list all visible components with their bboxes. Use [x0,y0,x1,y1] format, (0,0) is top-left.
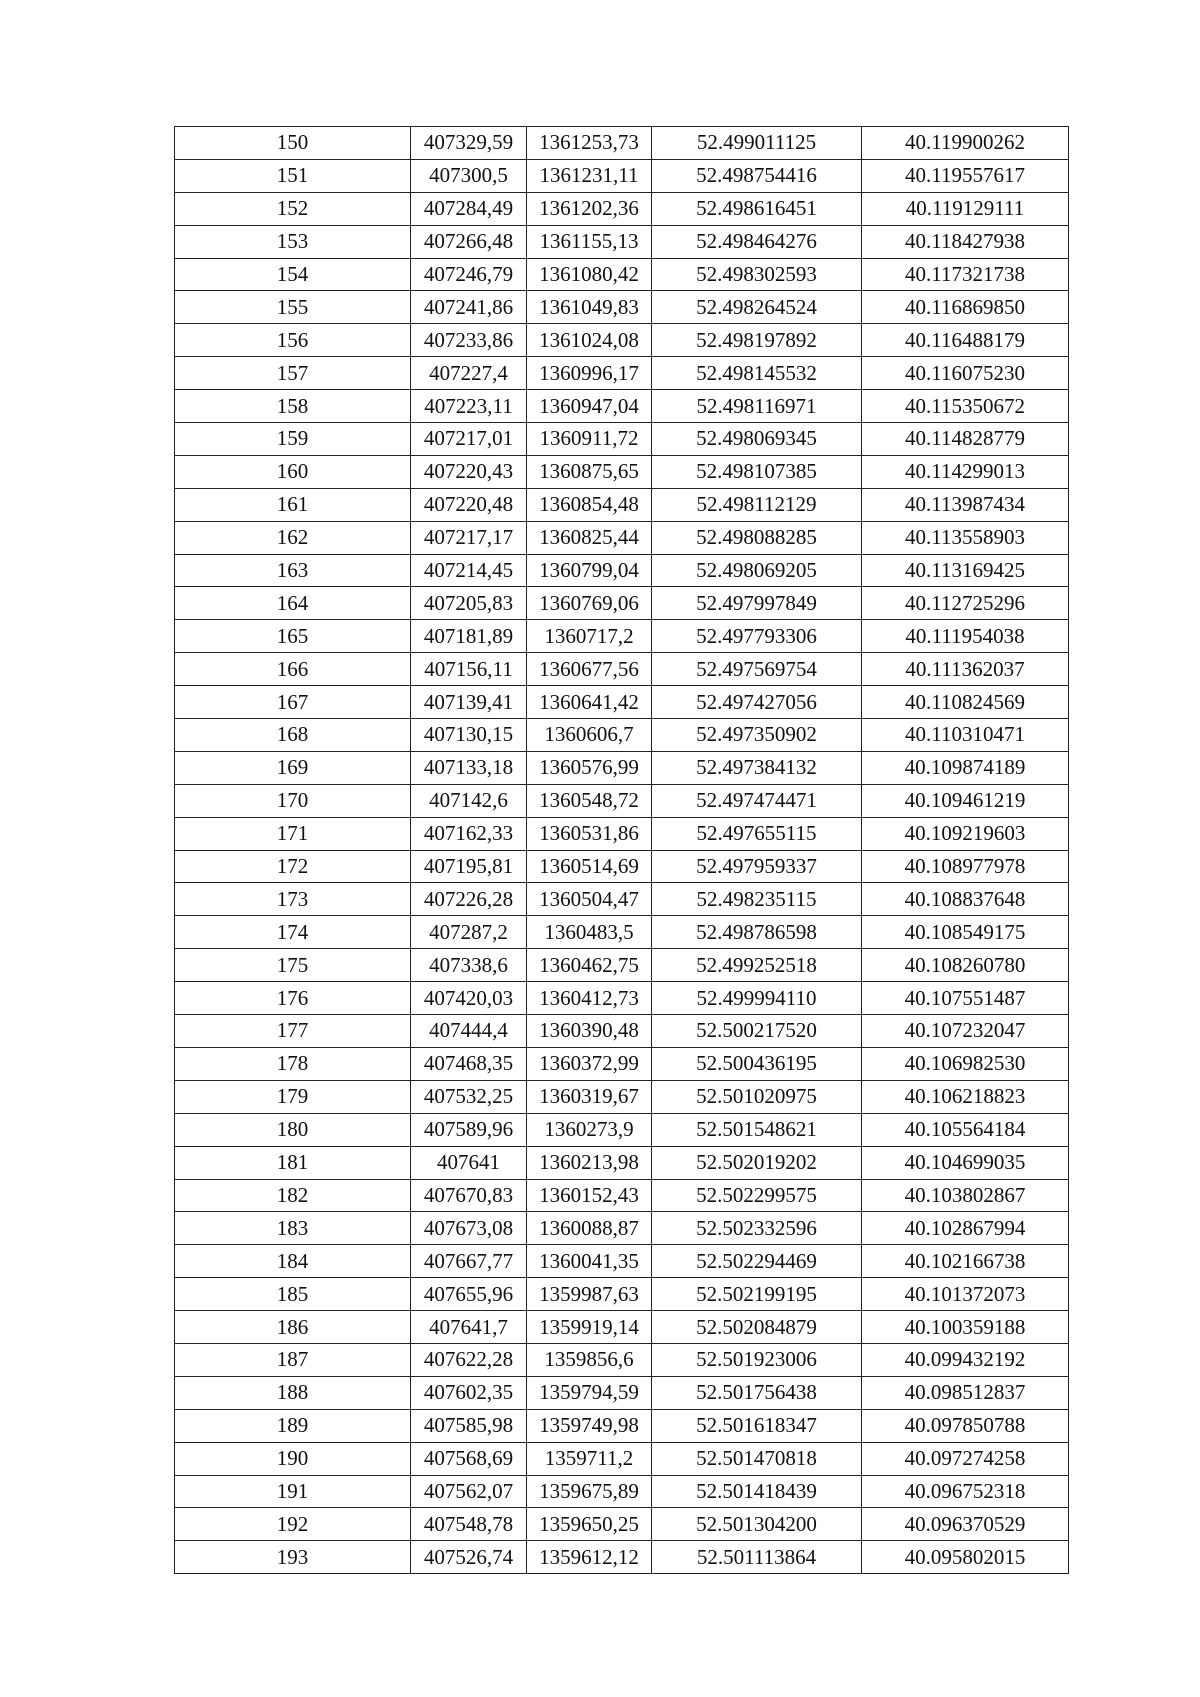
x-coordinate-cell: 407205,83 [411,587,527,620]
latitude-cell: 52.498112129 [652,488,862,521]
longitude-cell: 40.101372073 [862,1278,1069,1311]
table-row [175,1475,1069,1508]
latitude-cell: 52.498145532 [652,357,862,390]
y-coordinate-cell: 1360548,72 [527,784,652,817]
point-number-cell: 188 [175,1376,411,1409]
longitude-cell: 40.102867994 [862,1212,1069,1245]
point-number-cell: 153 [175,225,411,258]
table-row [175,620,1069,653]
table-row [175,1113,1069,1146]
y-coordinate-cell: 1360911,72 [527,423,652,456]
latitude-cell: 52.498235115 [652,883,862,916]
y-coordinate-cell: 1360504,47 [527,883,652,916]
latitude-cell: 52.501418439 [652,1475,862,1508]
longitude-cell: 40.104699035 [862,1146,1069,1179]
x-coordinate-cell: 407589,96 [411,1113,527,1146]
table-row [175,982,1069,1015]
table-row [175,1508,1069,1541]
longitude-cell: 40.106982530 [862,1047,1069,1080]
point-number-cell: 162 [175,521,411,554]
x-coordinate-cell: 407162,33 [411,817,527,850]
latitude-cell: 52.499252518 [652,949,862,982]
x-coordinate-cell: 407195,81 [411,850,527,883]
y-coordinate-cell: 1361202,36 [527,192,652,225]
latitude-cell: 52.498107385 [652,455,862,488]
longitude-cell: 40.108260780 [862,949,1069,982]
y-coordinate-cell: 1360641,42 [527,686,652,719]
point-number-cell: 155 [175,291,411,324]
point-number-cell: 150 [175,127,411,160]
table-row [175,883,1069,916]
x-coordinate-cell: 407420,03 [411,982,527,1015]
longitude-cell: 40.114828779 [862,423,1069,456]
y-coordinate-cell: 1361231,11 [527,159,652,192]
point-number-cell: 166 [175,653,411,686]
point-number-cell: 156 [175,324,411,357]
latitude-cell: 52.498116971 [652,390,862,423]
y-coordinate-cell: 1360152,43 [527,1179,652,1212]
longitude-cell: 40.106218823 [862,1080,1069,1113]
table-row [175,225,1069,258]
x-coordinate-cell: 407287,2 [411,916,527,949]
longitude-cell: 40.109219603 [862,817,1069,850]
x-coordinate-cell: 407444,4 [411,1015,527,1048]
x-coordinate-cell: 407133,18 [411,751,527,784]
point-number-cell: 172 [175,850,411,883]
latitude-cell: 52.502199195 [652,1278,862,1311]
y-coordinate-cell: 1360947,04 [527,390,652,423]
y-coordinate-cell: 1361024,08 [527,324,652,357]
longitude-cell: 40.103802867 [862,1179,1069,1212]
coordinates-table-body [175,127,1069,1574]
x-coordinate-cell: 407233,86 [411,324,527,357]
longitude-cell: 40.109461219 [862,784,1069,817]
x-coordinate-cell: 407568,69 [411,1442,527,1475]
latitude-cell: 52.498786598 [652,916,862,949]
x-coordinate-cell: 407217,01 [411,423,527,456]
table-row [175,1442,1069,1475]
y-coordinate-cell: 1360213,98 [527,1146,652,1179]
longitude-cell: 40.097850788 [862,1409,1069,1442]
point-number-cell: 171 [175,817,411,850]
x-coordinate-cell: 407130,15 [411,719,527,752]
x-coordinate-cell: 407468,35 [411,1047,527,1080]
table-row [175,686,1069,719]
y-coordinate-cell: 1360273,9 [527,1113,652,1146]
x-coordinate-cell: 407329,59 [411,127,527,160]
point-number-cell: 186 [175,1311,411,1344]
latitude-cell: 52.501618347 [652,1409,862,1442]
x-coordinate-cell: 407641 [411,1146,527,1179]
x-coordinate-cell: 407622,28 [411,1343,527,1376]
latitude-cell: 52.497569754 [652,653,862,686]
latitude-cell: 52.501923006 [652,1343,862,1376]
longitude-cell: 40.113987434 [862,488,1069,521]
y-coordinate-cell: 1359675,89 [527,1475,652,1508]
table-row [175,1376,1069,1409]
x-coordinate-cell: 407641,7 [411,1311,527,1344]
table-row [175,850,1069,883]
longitude-cell: 40.096752318 [862,1475,1069,1508]
x-coordinate-cell: 407532,25 [411,1080,527,1113]
x-coordinate-cell: 407602,35 [411,1376,527,1409]
latitude-cell: 52.497959337 [652,850,862,883]
point-number-cell: 191 [175,1475,411,1508]
latitude-cell: 52.501020975 [652,1080,862,1113]
latitude-cell: 52.497655115 [652,817,862,850]
latitude-cell: 52.498069205 [652,554,862,587]
point-number-cell: 170 [175,784,411,817]
table-row [175,1047,1069,1080]
coordinates-table [174,126,1069,1574]
latitude-cell: 52.502019202 [652,1146,862,1179]
latitude-cell: 52.501756438 [652,1376,862,1409]
x-coordinate-cell: 407562,07 [411,1475,527,1508]
latitude-cell: 52.498264524 [652,291,862,324]
point-number-cell: 157 [175,357,411,390]
y-coordinate-cell: 1360576,99 [527,751,652,784]
y-coordinate-cell: 1359711,2 [527,1442,652,1475]
y-coordinate-cell: 1361253,73 [527,127,652,160]
point-number-cell: 189 [175,1409,411,1442]
x-coordinate-cell: 407156,11 [411,653,527,686]
y-coordinate-cell: 1359612,12 [527,1541,652,1574]
longitude-cell: 40.119129111 [862,192,1069,225]
point-number-cell: 165 [175,620,411,653]
point-number-cell: 167 [175,686,411,719]
latitude-cell: 52.498088285 [652,521,862,554]
point-number-cell: 180 [175,1113,411,1146]
table-row [175,916,1069,949]
longitude-cell: 40.108837648 [862,883,1069,916]
x-coordinate-cell: 407526,74 [411,1541,527,1574]
y-coordinate-cell: 1361049,83 [527,291,652,324]
table-row [175,455,1069,488]
latitude-cell: 52.502299575 [652,1179,862,1212]
x-coordinate-cell: 407139,41 [411,686,527,719]
point-number-cell: 154 [175,258,411,291]
table-row [175,390,1069,423]
table-row [175,1343,1069,1376]
x-coordinate-cell: 407227,4 [411,357,527,390]
x-coordinate-cell: 407548,78 [411,1508,527,1541]
point-number-cell: 160 [175,455,411,488]
point-number-cell: 183 [175,1212,411,1245]
latitude-cell: 52.498464276 [652,225,862,258]
x-coordinate-cell: 407670,83 [411,1179,527,1212]
x-coordinate-cell: 407667,77 [411,1245,527,1278]
table-row [175,1179,1069,1212]
y-coordinate-cell: 1359794,59 [527,1376,652,1409]
y-coordinate-cell: 1360531,86 [527,817,652,850]
table-row [175,1409,1069,1442]
latitude-cell: 52.502332596 [652,1212,862,1245]
table-row [175,784,1069,817]
x-coordinate-cell: 407214,45 [411,554,527,587]
point-number-cell: 158 [175,390,411,423]
longitude-cell: 40.107232047 [862,1015,1069,1048]
x-coordinate-cell: 407226,28 [411,883,527,916]
y-coordinate-cell: 1360996,17 [527,357,652,390]
latitude-cell: 52.498069345 [652,423,862,456]
table-row [175,521,1069,554]
point-number-cell: 177 [175,1015,411,1048]
x-coordinate-cell: 407284,49 [411,192,527,225]
y-coordinate-cell: 1360606,7 [527,719,652,752]
latitude-cell: 52.499011125 [652,127,862,160]
table-row [175,1080,1069,1113]
y-coordinate-cell: 1360390,48 [527,1015,652,1048]
table-row [175,159,1069,192]
latitude-cell: 52.500436195 [652,1047,862,1080]
point-number-cell: 168 [175,719,411,752]
latitude-cell: 52.502294469 [652,1245,862,1278]
x-coordinate-cell: 407338,6 [411,949,527,982]
longitude-cell: 40.097274258 [862,1442,1069,1475]
latitude-cell: 52.498197892 [652,324,862,357]
table-row [175,949,1069,982]
x-coordinate-cell: 407220,48 [411,488,527,521]
latitude-cell: 52.497350902 [652,719,862,752]
table-row [175,817,1069,850]
x-coordinate-cell: 407655,96 [411,1278,527,1311]
longitude-cell: 40.100359188 [862,1311,1069,1344]
point-number-cell: 164 [175,587,411,620]
table-row [175,653,1069,686]
x-coordinate-cell: 407223,11 [411,390,527,423]
point-number-cell: 151 [175,159,411,192]
y-coordinate-cell: 1359650,25 [527,1508,652,1541]
latitude-cell: 52.501113864 [652,1541,862,1574]
longitude-cell: 40.114299013 [862,455,1069,488]
latitude-cell: 52.502084879 [652,1311,862,1344]
point-number-cell: 176 [175,982,411,1015]
x-coordinate-cell: 407220,43 [411,455,527,488]
y-coordinate-cell: 1360769,06 [527,587,652,620]
longitude-cell: 40.107551487 [862,982,1069,1015]
point-number-cell: 159 [175,423,411,456]
point-number-cell: 190 [175,1442,411,1475]
longitude-cell: 40.108549175 [862,916,1069,949]
y-coordinate-cell: 1360717,2 [527,620,652,653]
y-coordinate-cell: 1360875,65 [527,455,652,488]
point-number-cell: 187 [175,1343,411,1376]
table-row [175,587,1069,620]
longitude-cell: 40.112725296 [862,587,1069,620]
point-number-cell: 174 [175,916,411,949]
table-row [175,1278,1069,1311]
longitude-cell: 40.116075230 [862,357,1069,390]
table-row [175,554,1069,587]
y-coordinate-cell: 1360514,69 [527,850,652,883]
latitude-cell: 52.497793306 [652,620,862,653]
longitude-cell: 40.115350672 [862,390,1069,423]
latitude-cell: 52.498754416 [652,159,862,192]
x-coordinate-cell: 407217,17 [411,521,527,554]
table-row [175,1541,1069,1574]
longitude-cell: 40.108977978 [862,850,1069,883]
y-coordinate-cell: 1360462,75 [527,949,652,982]
y-coordinate-cell: 1360799,04 [527,554,652,587]
table-row [175,1212,1069,1245]
table-row [175,1015,1069,1048]
point-number-cell: 192 [175,1508,411,1541]
y-coordinate-cell: 1359987,63 [527,1278,652,1311]
y-coordinate-cell: 1359856,6 [527,1343,652,1376]
point-number-cell: 163 [175,554,411,587]
y-coordinate-cell: 1360825,44 [527,521,652,554]
x-coordinate-cell: 407181,89 [411,620,527,653]
x-coordinate-cell: 407300,5 [411,159,527,192]
longitude-cell: 40.095802015 [862,1541,1069,1574]
latitude-cell: 52.499994110 [652,982,862,1015]
y-coordinate-cell: 1360677,56 [527,653,652,686]
table-row [175,192,1069,225]
y-coordinate-cell: 1361155,13 [527,225,652,258]
latitude-cell: 52.501548621 [652,1113,862,1146]
point-number-cell: 169 [175,751,411,784]
x-coordinate-cell: 407673,08 [411,1212,527,1245]
longitude-cell: 40.119557617 [862,159,1069,192]
y-coordinate-cell: 1360854,48 [527,488,652,521]
y-coordinate-cell: 1361080,42 [527,258,652,291]
point-number-cell: 175 [175,949,411,982]
table-row [175,291,1069,324]
latitude-cell: 52.497427056 [652,686,862,719]
table-row [175,324,1069,357]
longitude-cell: 40.099432192 [862,1343,1069,1376]
y-coordinate-cell: 1360372,99 [527,1047,652,1080]
x-coordinate-cell: 407246,79 [411,258,527,291]
latitude-cell: 52.500217520 [652,1015,862,1048]
point-number-cell: 173 [175,883,411,916]
point-number-cell: 181 [175,1146,411,1179]
longitude-cell: 40.111362037 [862,653,1069,686]
longitude-cell: 40.110310471 [862,719,1069,752]
table-row [175,357,1069,390]
latitude-cell: 52.497474471 [652,784,862,817]
latitude-cell: 52.498302593 [652,258,862,291]
longitude-cell: 40.113558903 [862,521,1069,554]
longitude-cell: 40.102166738 [862,1245,1069,1278]
longitude-cell: 40.118427938 [862,225,1069,258]
table-row [175,1245,1069,1278]
point-number-cell: 152 [175,192,411,225]
table-row [175,488,1069,521]
table-row [175,127,1069,160]
x-coordinate-cell: 407241,86 [411,291,527,324]
point-number-cell: 178 [175,1047,411,1080]
point-number-cell: 184 [175,1245,411,1278]
latitude-cell: 52.501470818 [652,1442,862,1475]
point-number-cell: 179 [175,1080,411,1113]
longitude-cell: 40.110824569 [862,686,1069,719]
y-coordinate-cell: 1360412,73 [527,982,652,1015]
point-number-cell: 193 [175,1541,411,1574]
longitude-cell: 40.119900262 [862,127,1069,160]
latitude-cell: 52.497997849 [652,587,862,620]
table-row [175,1146,1069,1179]
y-coordinate-cell: 1359749,98 [527,1409,652,1442]
longitude-cell: 40.098512837 [862,1376,1069,1409]
y-coordinate-cell: 1360088,87 [527,1212,652,1245]
table-row [175,719,1069,752]
longitude-cell: 40.096370529 [862,1508,1069,1541]
latitude-cell: 52.501304200 [652,1508,862,1541]
table-row [175,751,1069,784]
latitude-cell: 52.497384132 [652,751,862,784]
y-coordinate-cell: 1360483,5 [527,916,652,949]
table-row [175,258,1069,291]
x-coordinate-cell: 407585,98 [411,1409,527,1442]
y-coordinate-cell: 1359919,14 [527,1311,652,1344]
table-row [175,423,1069,456]
longitude-cell: 40.113169425 [862,554,1069,587]
longitude-cell: 40.105564184 [862,1113,1069,1146]
longitude-cell: 40.116869850 [862,291,1069,324]
point-number-cell: 185 [175,1278,411,1311]
table-row [175,1311,1069,1344]
point-number-cell: 161 [175,488,411,521]
x-coordinate-cell: 407266,48 [411,225,527,258]
longitude-cell: 40.116488179 [862,324,1069,357]
longitude-cell: 40.109874189 [862,751,1069,784]
y-coordinate-cell: 1360041,35 [527,1245,652,1278]
y-coordinate-cell: 1360319,67 [527,1080,652,1113]
x-coordinate-cell: 407142,6 [411,784,527,817]
point-number-cell: 182 [175,1179,411,1212]
longitude-cell: 40.117321738 [862,258,1069,291]
latitude-cell: 52.498616451 [652,192,862,225]
longitude-cell: 40.111954038 [862,620,1069,653]
